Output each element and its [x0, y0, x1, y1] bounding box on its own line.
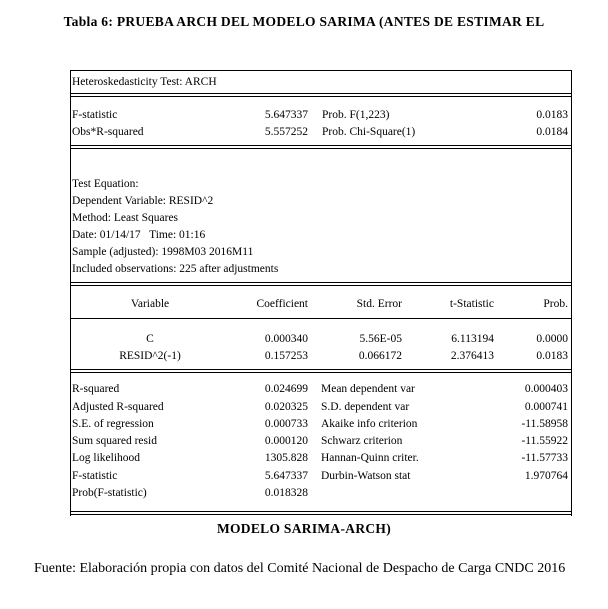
summary-label: Log likelihood [72, 452, 141, 464]
rule-coef-header [70, 318, 572, 319]
rule-coef-1 [70, 369, 572, 370]
stat-prob-label: Prob. F(1,223) [322, 109, 390, 121]
coef-t-stat: 2.376413 [450, 350, 494, 362]
summary-value: 0.000741 [524, 401, 568, 413]
coef-header: Prob. [543, 298, 568, 310]
rule-info-2 [70, 285, 572, 286]
summary-value: 0.000733 [264, 418, 308, 430]
coef-t-stat: 6.113194 [451, 333, 494, 345]
table-title: Tabla 6: PRUEBA ARCH DEL MODELO SARIMA (ANTES DE ESTIMAR EL [63, 14, 545, 29]
test-header: Heteroskedasticity Test: ARCH [72, 76, 217, 88]
rule-bottom-1 [70, 511, 572, 512]
rule-top [70, 70, 572, 71]
stat-prob-label: Prob. Chi-Square(1) [322, 126, 416, 138]
rule-bottom-2 [70, 514, 572, 515]
summary-label: F-statistic [72, 470, 118, 482]
coef-std-error: 5.56E-05 [359, 333, 402, 345]
table-title-continuation: MODELO SARIMA-ARCH) [216, 521, 392, 536]
coef-prob: 0.0000 [536, 333, 568, 345]
summary-label: R-squared [72, 383, 120, 395]
coef-header: Std. Error [356, 298, 402, 310]
source-note: Fuente: Elaboración propia con datos del Comité Nacional de Despacho de Carga CNDC 2016 [34, 561, 566, 576]
coef-header: t-Statistic [449, 298, 494, 310]
stat-value: 5.647337 [264, 109, 308, 121]
summary-value: 0.000403 [524, 383, 568, 395]
summary-value: 5.647337 [264, 470, 308, 482]
arch-test-output [70, 70, 572, 516]
summary-value: 0.018328 [264, 487, 308, 499]
summary-value: -11.57733 [521, 452, 568, 464]
summary-value: 0.000120 [264, 435, 308, 447]
summary-label: Schwarz criterion [321, 435, 403, 447]
coef-prob: 0.0183 [536, 350, 568, 362]
summary-value: 0.020325 [264, 401, 308, 413]
stat-value: 5.557252 [264, 126, 308, 138]
rule-coef-2 [70, 372, 572, 373]
summary-label: Durbin-Watson stat [321, 470, 411, 482]
summary-label: Prob(F-statistic) [72, 487, 147, 499]
summary-label: S.E. of regression [72, 418, 154, 430]
rule-header-2 [70, 96, 572, 97]
summary-label: Adjusted R-squared [72, 401, 164, 413]
equation-info-line: Dependent Variable: RESID^2 [72, 195, 214, 207]
equation-info-line: Date: 01/14/17 Time: 01:16 [72, 229, 206, 241]
summary-label: Sum squared resid [72, 435, 157, 447]
coef-value: 0.157253 [264, 350, 308, 362]
rule-stats-1 [70, 145, 572, 146]
equation-info-line: Test Equation: [72, 178, 139, 190]
coef-header: Variable [130, 298, 170, 310]
stat-prob-value: 0.0184 [536, 126, 568, 138]
left-border [70, 70, 71, 516]
right-border [571, 70, 572, 516]
summary-label: Akaike info criterion [321, 418, 418, 430]
stat-label: F-statistic [72, 109, 118, 121]
rule-header-1 [70, 93, 572, 94]
coef-variable: C [146, 333, 154, 345]
coef-variable: RESID^2(-1) [119, 350, 181, 362]
summary-label: Hannan-Quinn criter. [321, 452, 419, 464]
summary-value: -11.58958 [521, 418, 568, 430]
equation-info-line: Sample (adjusted): 1998M03 2016M11 [72, 246, 254, 258]
summary-value: -11.55922 [521, 435, 568, 447]
stat-prob-value: 0.0183 [536, 109, 568, 121]
equation-info-line: Included observations: 225 after adjustments [72, 263, 279, 275]
rule-info-1 [70, 282, 572, 283]
summary-value: 1305.828 [264, 452, 308, 464]
summary-label: S.D. dependent var [321, 401, 410, 413]
coef-value: 0.000340 [264, 333, 308, 345]
stat-label: Obs*R-squared [72, 126, 144, 138]
summary-value: 1.970764 [524, 470, 568, 482]
coef-std-error: 0.066172 [358, 350, 402, 362]
summary-value: 0.024699 [264, 383, 308, 395]
summary-label: Mean dependent var [321, 383, 415, 395]
coef-header: Coefficient [256, 298, 308, 310]
rule-stats-2 [70, 148, 572, 149]
equation-info-line: Method: Least Squares [72, 212, 179, 224]
